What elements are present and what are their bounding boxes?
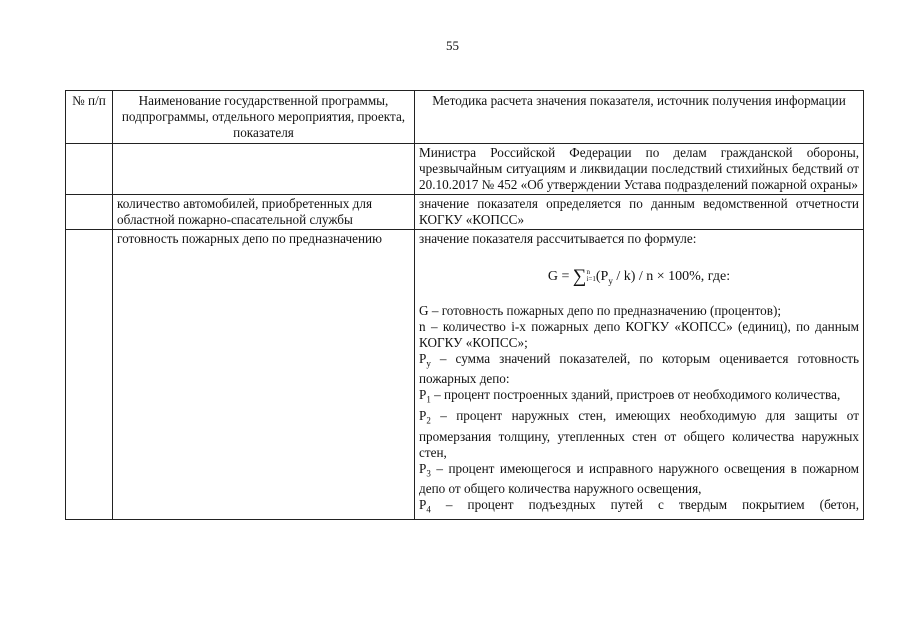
definition-symbol: P [419,460,427,476]
header-number: № п/п [66,91,113,144]
formula-body: (P [595,269,609,284]
definition-text: – процент имеющегося и исправного наружного освещения в пожарном депо от общего количества наружного освещения, [419,460,859,497]
definition-item [419,461,859,498]
row-method: Министра Российской Федерации по делам гражданской обороны, чрезвычайным ситуациям и ликвидации последствий стихийных бедствий от 20.10.2017 № 452 «Об утверждении Устава подразделений пожарной охраны» [415,144,864,195]
definition-item [419,387,859,408]
definition-item [419,497,859,518]
formula-body-sub: y [608,275,613,286]
definition-symbol: P [419,387,427,403]
definition-text: – процент подъездных путей с твердым покрытием (бетон, [430,497,859,513]
table-row [66,195,864,230]
definition-symbol: P [419,497,427,513]
formula [419,266,859,289]
definition-item [419,303,859,319]
definition-symbol: P [419,408,427,424]
definition-text: – процент построенных зданий, пристроев от необходимого количества, [430,387,841,403]
header-name: Наименование государственной программы, подпрограммы, отдельного мероприятия, проекта, показателя [113,91,415,144]
definition-symbol: P [419,350,427,366]
definition-item [419,351,859,388]
row-method [415,230,864,520]
method-intro: значение показателя рассчитывается по формуле: [419,231,697,246]
definition-text: – процент наружных стен, имеющих необходимую для защиты от промерзания толщину, утепленных стен от общего количества наружных стен, [419,408,859,460]
page-number: 55 [446,38,459,53]
definition-text: – количество i-х пожарных депо КОГКУ «КОПСС» (единиц), по данным КОГКУ «КОПСС»; [419,318,859,350]
formula-lhs: G = [547,269,573,284]
row-number [66,195,113,230]
row-name: количество автомобилей, приобретенных для областной пожарно-спасательной службы [113,195,415,230]
table-header-row [66,91,864,144]
definition-subscript: y [426,358,431,369]
definition-text: – сумма значений показателей, по которым оценивается готовность пожарных депо: [419,350,859,387]
indicator-table [65,90,864,520]
definition-symbol: G [419,302,429,318]
definition-subscript: 3 [426,468,431,479]
definition-subscript: 4 [426,505,431,515]
sum-upper: n [586,268,590,276]
row-number [66,230,113,520]
definition-item [419,319,859,351]
row-name [113,144,415,195]
definition-text: – готовность пожарных депо по предназначению (процентов); [428,302,782,318]
table-row [66,230,864,520]
definition-subscript: 1 [426,395,431,406]
sum-limits [586,269,595,283]
row-number [66,144,113,195]
sum-symbol: ∑ [572,266,587,287]
definition-item [419,408,859,461]
formula-tail: / k) / n × 100%, где: [612,269,731,284]
definition-subscript: 2 [426,415,431,426]
definition-symbol: n [419,318,426,334]
table-row [66,144,864,195]
header-method: Методика расчета значения показателя, источник получения информации [415,91,864,144]
row-name: готовность пожарных депо по предназначению [113,230,415,520]
definitions-list [419,303,859,518]
sum-lower: i=1 [586,275,596,283]
row-method: значение показателя определяется по данным ведомственной отчетности КОГКУ «КОПСС» [415,195,864,230]
